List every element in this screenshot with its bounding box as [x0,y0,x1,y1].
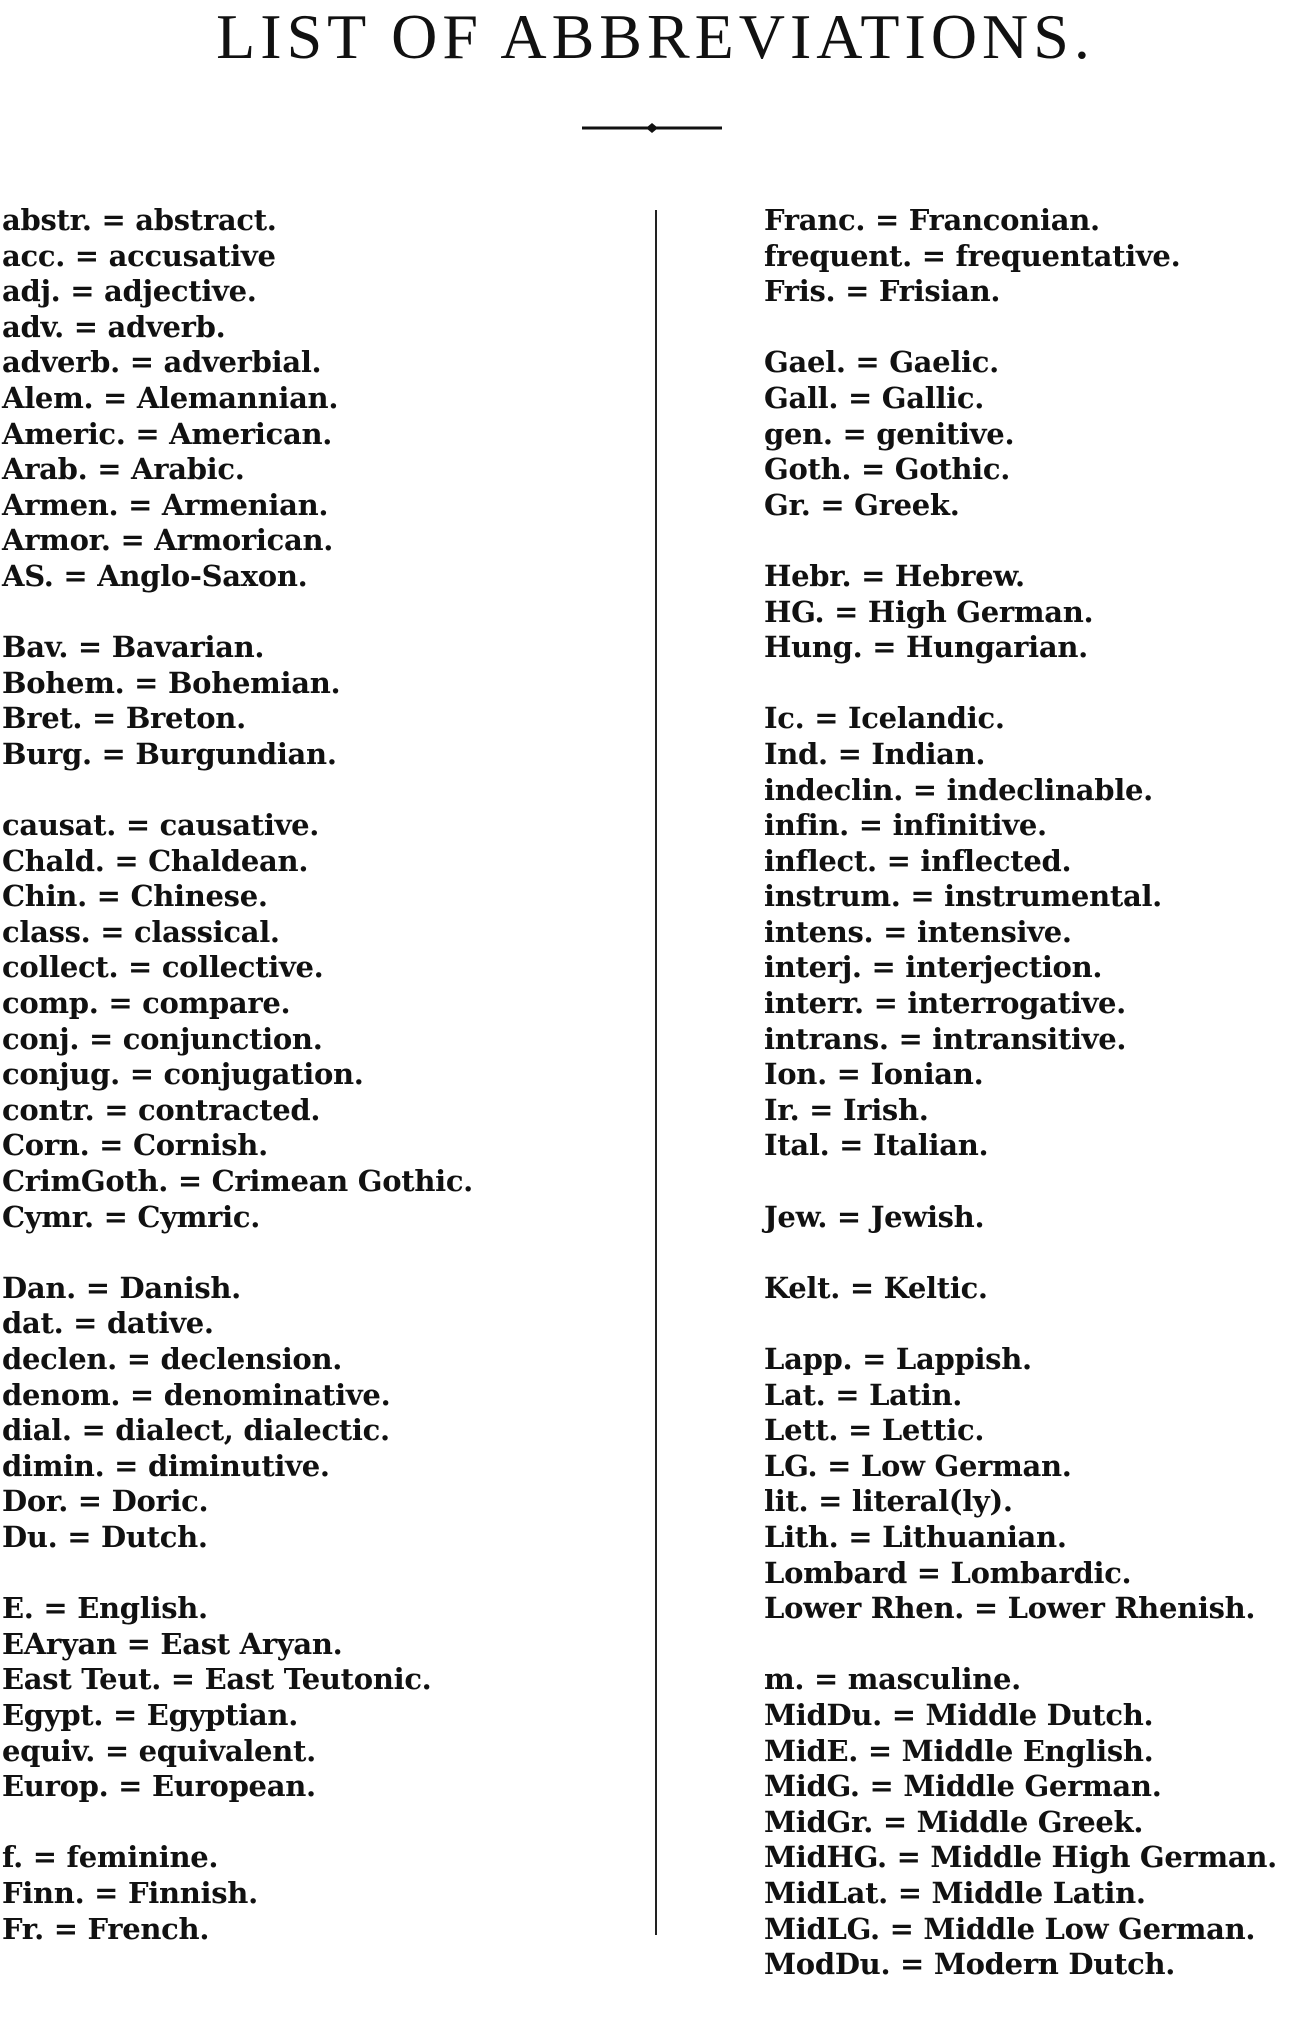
abbreviation-group [764,1271,1304,1307]
abbreviation-entry: indeclin. = indeclinable. [764,772,1153,807]
abbreviation-entry: infin. = infinitive. [764,808,1047,843]
abbreviation-entry: Bohem. = Bohemian. [2,665,341,700]
abbreviation-group [764,203,1304,310]
abbreviation-entry: frequent. = frequentative. [764,238,1181,273]
left-column [2,203,642,1983]
abbreviation-entry: acc. = accusative [2,238,276,273]
abbreviation-entry: Jew. = Jewish. [764,1199,985,1234]
abbreviation-entry: Chin. = Chinese. [2,879,268,914]
abbreviation-group [2,203,642,595]
abbreviation-entry: Lith. = Lithuanian. [764,1519,1067,1554]
abbreviation-entry: MidG. = Middle German. [764,1769,1162,1804]
abbreviation-group [2,1271,642,1556]
abbreviation-entry: inflect. = inflected. [764,843,1072,878]
abbreviation-entry: comp. = compare. [2,986,291,1021]
abbreviation-entry: intens. = intensive. [764,914,1072,949]
abbreviation-entry: contr. = contracted. [2,1092,321,1127]
abbreviation-entry: instrum. = instrumental. [764,879,1162,914]
abbreviation-entry: dimin. = diminutive. [2,1448,330,1483]
abbreviation-entry: Fr. = French. [2,1911,210,1946]
abbreviation-entry: Lapp. = Lappish. [764,1342,1032,1376]
abbreviation-entry: Ind. = Indian. [764,736,986,771]
abbreviation-entry: denom. = denominative. [2,1377,391,1412]
abbreviation-entry: MidE. = Middle English. [764,1733,1154,1768]
abbreviation-entry: Bav. = Bavarian. [2,630,265,665]
abbreviation-entry: Gall. = Gallic. [764,380,985,415]
abbreviation-entry: Fris. = Frisian. [764,274,1001,309]
right-column [764,203,1304,2018]
abbreviation-entry: interr. = interrogative. [764,986,1126,1021]
abbreviation-entry: Chald. = Chaldean. [2,843,309,878]
abbreviation-entry: Bret. = Breton. [2,701,246,736]
abbreviation-entry: MidDu. = Middle Dutch. [764,1697,1154,1732]
abbreviation-entry: Egypt. = Egyptian. [2,1697,298,1732]
abbreviation-entry: m. = masculine. [764,1662,1021,1697]
abbreviation-entry: Gael. = Gaelic. [764,345,999,380]
abbreviation-entry: Ion. = Ionian. [764,1057,984,1092]
abbreviation-group [764,701,1304,1164]
abbreviation-entry: Kelt. = Keltic. [764,1270,988,1305]
abbreviation-group [764,1200,1304,1236]
abbreviation-group [764,1662,1304,1982]
abbreviation-entry: Americ. = American. [2,416,333,451]
abbreviation-entry: Dan. = Danish. [2,1270,241,1305]
abbreviation-entry: Lombard = Lombardic. [764,1555,1132,1590]
abbreviation-entry: Armor. = Armorican. [2,523,334,558]
title-ornament [582,120,722,136]
abbreviation-entry: collect. = collective. [2,950,324,985]
abbreviation-entry: East Teut. = East Teutonic. [2,1662,432,1697]
abbreviation-entry: Europ. = European. [2,1769,316,1804]
abbreviation-entry: Du. = Dutch. [2,1519,208,1554]
page-title: LIST OF ABBREVIATIONS. [216,1,1095,72]
abbreviation-entry: LG. = Low German. [764,1448,1072,1483]
abbreviation-entry: gen. = genitive. [764,416,1015,451]
abbreviation-entry: Arab. = Arabic. [2,452,245,487]
abbreviation-entry: abstr. = abstract. [2,203,277,237]
abbreviation-entry: interj. = interjection. [764,950,1103,985]
abbreviation-group [2,1591,642,1805]
abbreviation-entry: Burg. = Burgundian. [2,736,337,771]
abbreviation-entry: Cymr. = Cymric. [2,1199,260,1234]
abbreviation-entry: Goth. = Gothic. [764,452,1011,487]
abbreviation-entry: Alem. = Alemannian. [2,380,339,415]
abbreviation-group [2,808,642,1235]
abbreviation-entry: Lett. = Lettic. [764,1413,985,1448]
abbreviation-entry: E. = English. [2,1591,208,1626]
abbreviation-entry: AS. = Anglo-Saxon. [2,558,308,593]
abbreviation-entry: Lower Rhen. = Lower Rhenish. [764,1591,1256,1626]
abbreviation-entry: adv. = adverb. [2,309,226,344]
abbreviation-entry: Hung. = Hungarian. [764,630,1088,665]
abbreviation-entry: adverb. = adverbial. [2,345,322,380]
abbreviation-entry: declen. = declension. [2,1342,343,1376]
abbreviation-entry: MidGr. = Middle Greek. [764,1804,1144,1839]
abbreviation-entry: conjug. = conjugation. [2,1057,364,1092]
abbreviation-entry: Finn. = Finnish. [2,1875,258,1910]
column-divider [655,210,657,1935]
abbreviation-entry: MidLG. = Middle Low German. [764,1911,1256,1946]
abbreviation-entry: dial. = dialect, dialectic. [2,1413,390,1448]
abbreviation-entry: Franc. = Franconian. [764,203,1100,237]
abbreviation-entry: Ir. = Irish. [764,1092,929,1127]
abbreviation-entry: causat. = causative. [2,808,320,843]
abbreviation-entry: ModDu. = Modern Dutch. [764,1947,1176,1982]
abbreviation-entry: CrimGoth. = Crimean Gothic. [2,1164,473,1199]
abbreviation-entry: lit. = literal(ly). [764,1484,1013,1519]
abbreviation-entry: Ital. = Italian. [764,1128,989,1163]
abbreviation-entry: Lat. = Latin. [764,1377,963,1412]
abbreviation-entry: intrans. = intransitive. [764,1021,1127,1056]
abbreviation-entry: class. = classical. [2,914,280,949]
abbreviation-entry: Dor. = Doric. [2,1484,209,1519]
abbreviation-entry: dat. = dative. [2,1306,214,1341]
abbreviation-entry: Hebr. = Hebrew. [764,558,1025,593]
abbreviation-entry: Corn. = Cornish. [2,1128,268,1163]
abbreviation-group [764,345,1304,523]
abbreviation-entry: adj. = adjective. [2,274,257,309]
abbreviation-entry: f. = feminine. [2,1840,219,1875]
abbreviation-group [764,1342,1304,1627]
abbreviation-entry: Armen. = Armenian. [2,487,329,522]
abbreviation-entry: equiv. = equivalent. [2,1733,316,1768]
abbreviation-group [2,630,642,772]
abbreviation-entry: EAryan = East Aryan. [2,1626,343,1661]
abbreviation-group [764,559,1304,666]
abbreviation-entry: conj. = conjunction. [2,1021,323,1056]
abbreviation-entry: MidLat. = Middle Latin. [764,1875,1146,1910]
abbreviation-entry: Ic. = Icelandic. [764,701,1005,736]
abbreviation-entry: HG. = High German. [764,594,1094,629]
abbreviation-entry: Gr. = Greek. [764,487,960,522]
abbreviation-group [2,1840,642,1947]
abbreviation-entry: MidHG. = Middle High German. [764,1840,1277,1875]
